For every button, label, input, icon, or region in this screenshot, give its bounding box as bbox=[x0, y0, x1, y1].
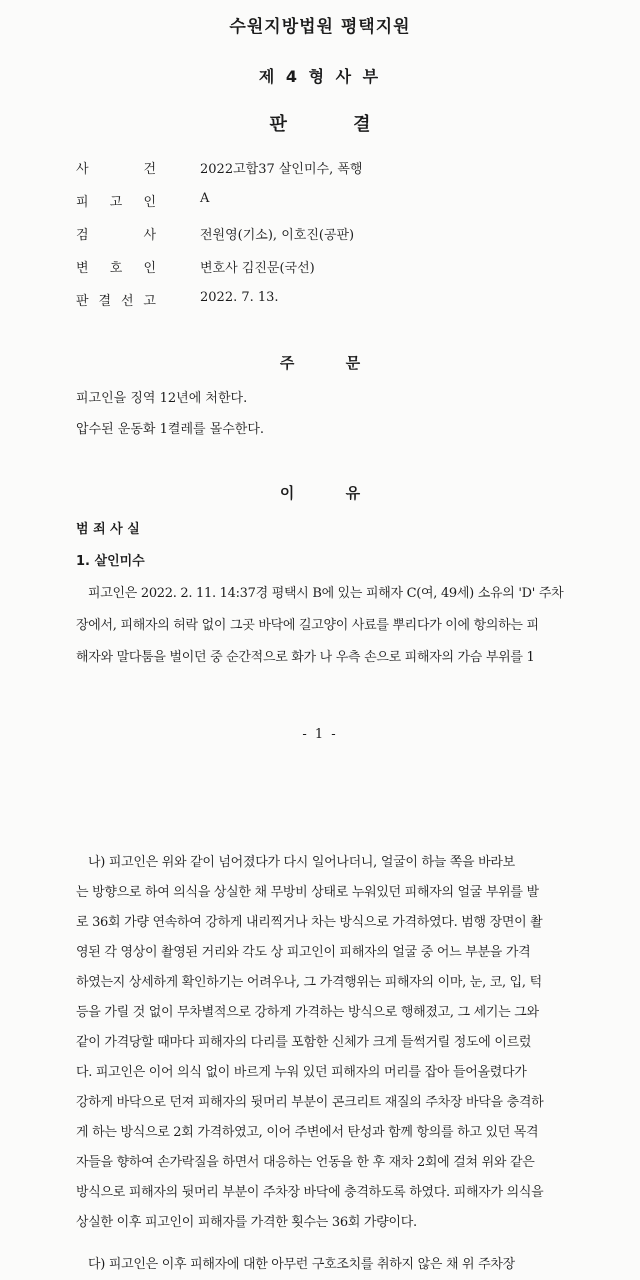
paragraph-line: 해자와 말다툼을 벌이던 중 순간적으로 화가 나 우측 손으로 피해자의 가슴 부위를 1 bbox=[76, 650, 535, 665]
info-label: 검 사 bbox=[76, 228, 156, 243]
info-value: 2022. 7. 13. bbox=[200, 290, 279, 305]
item-title: 1. 살인미수 bbox=[76, 554, 145, 569]
info-value: 변호사 김진문(국선) bbox=[200, 261, 315, 276]
ruling-line: 압수된 운동화 1켤레를 몰수한다. bbox=[76, 422, 265, 437]
paragraph-line: 다. 피고인은 이어 의식 없이 바르게 누워 있던 피해자의 머리를 잡아 들어올렸다가 bbox=[76, 1065, 527, 1080]
info-label: 변 호 인 bbox=[76, 261, 156, 276]
paragraph-line: 등을 가릴 것 없이 무차별적으로 강하게 가격하는 방식으로 행해졌고, 그 세기는 그와 bbox=[76, 1005, 539, 1020]
info-label: 판 결 선 고 bbox=[76, 294, 156, 309]
paragraph-line: 피고인은 2022. 2. 11. 14:37경 평택시 B에 있는 피해자 C(여, 49세) 소유의 'D' 주차 bbox=[88, 586, 564, 601]
info-row-defendant bbox=[0, 191, 640, 213]
info-row-counsel bbox=[0, 257, 640, 279]
page-number: - 1 - bbox=[302, 727, 338, 742]
paragraph-line: 는 방향으로 하여 의식을 상실한 채 무방비 상태로 누워있던 피해자의 얼굴 부위를 발 bbox=[76, 885, 539, 900]
paragraph-line: 방식으로 피해자의 뒷머리 부분이 주차장 바닥에 충격하도록 하였다. 피해자가 의식을 bbox=[76, 1185, 544, 1200]
paragraph-line: 같이 가격당할 때마다 피해자의 다리를 포함한 신체가 크게 들썩거릴 정도에 이르렀 bbox=[76, 1035, 532, 1050]
paragraph-line: 로 36회 가량 연속하여 강하게 내리찍거나 차는 방식으로 가격하였다. 범행 장면이 촬 bbox=[76, 915, 543, 930]
paragraph-line: 영된 각 영상이 촬영된 거리와 각도 상 피고인이 피해자의 얼굴 중 어느 부분을 가격 bbox=[76, 945, 531, 960]
paragraph-line: 강하게 바닥으로 던져 피해자의 뒷머리 부분이 콘크리트 재질의 주차장 바닥을 충격하 bbox=[76, 1095, 544, 1110]
info-row-sentencing-date bbox=[0, 290, 640, 312]
paragraph-line: 장에서, 피해자의 허락 없이 그곳 바닥에 길고양이 사료를 뿌리다가 이에 항의하는 피 bbox=[76, 618, 539, 633]
paragraph-line: 게 하는 방식으로 2회 가격하였고, 이어 주변에서 탄성과 함께 항의를 하고 있던 목격 bbox=[76, 1125, 539, 1140]
document-title: 판 결 bbox=[269, 114, 371, 135]
info-label: 사 건 bbox=[76, 162, 156, 177]
paragraph-line: 나) 피고인은 위와 같이 넘어졌다가 다시 일어나더니, 얼굴이 하늘 쪽을 바라보 bbox=[88, 855, 515, 870]
paragraph-line: 하였는지 상세하게 확인하기는 어려우나, 그 가격행위는 피해자의 이마, 눈, 코, 입, 턱 bbox=[76, 975, 542, 990]
paragraph-line: 다) 피고인은 이후 피해자에 대한 아무런 구호조치를 취하지 않은 채 위 주차장 bbox=[88, 1257, 515, 1272]
info-value: A bbox=[200, 191, 210, 206]
info-value: 2022고합37 살인미수, 폭행 bbox=[200, 162, 363, 177]
ruling-heading: 주 문 bbox=[279, 354, 361, 372]
info-value: 전원영(기소), 이호진(공판) bbox=[200, 228, 355, 243]
reasons-heading: 이 유 bbox=[279, 484, 361, 502]
paragraph-line: 상실한 이후 피고인이 피해자를 가격한 횟수는 36회 가량이다. bbox=[76, 1215, 417, 1230]
info-row-prosecutor bbox=[0, 224, 640, 246]
info-label: 피 고 인 bbox=[76, 195, 156, 210]
info-row-case bbox=[0, 158, 640, 180]
reasons-subheading: 범 죄 사 실 bbox=[76, 522, 140, 537]
court-name: 수원지방법원 평택지원 bbox=[229, 17, 411, 37]
ruling-line: 피고인을 징역 12년에 처한다. bbox=[76, 391, 248, 406]
paragraph-line: 자들을 향하여 손가락질을 하면서 대응하는 언동을 한 후 재차 2회에 걸쳐 위와 같은 bbox=[76, 1155, 535, 1170]
division-name: 제 4 형 사 부 bbox=[258, 67, 382, 86]
